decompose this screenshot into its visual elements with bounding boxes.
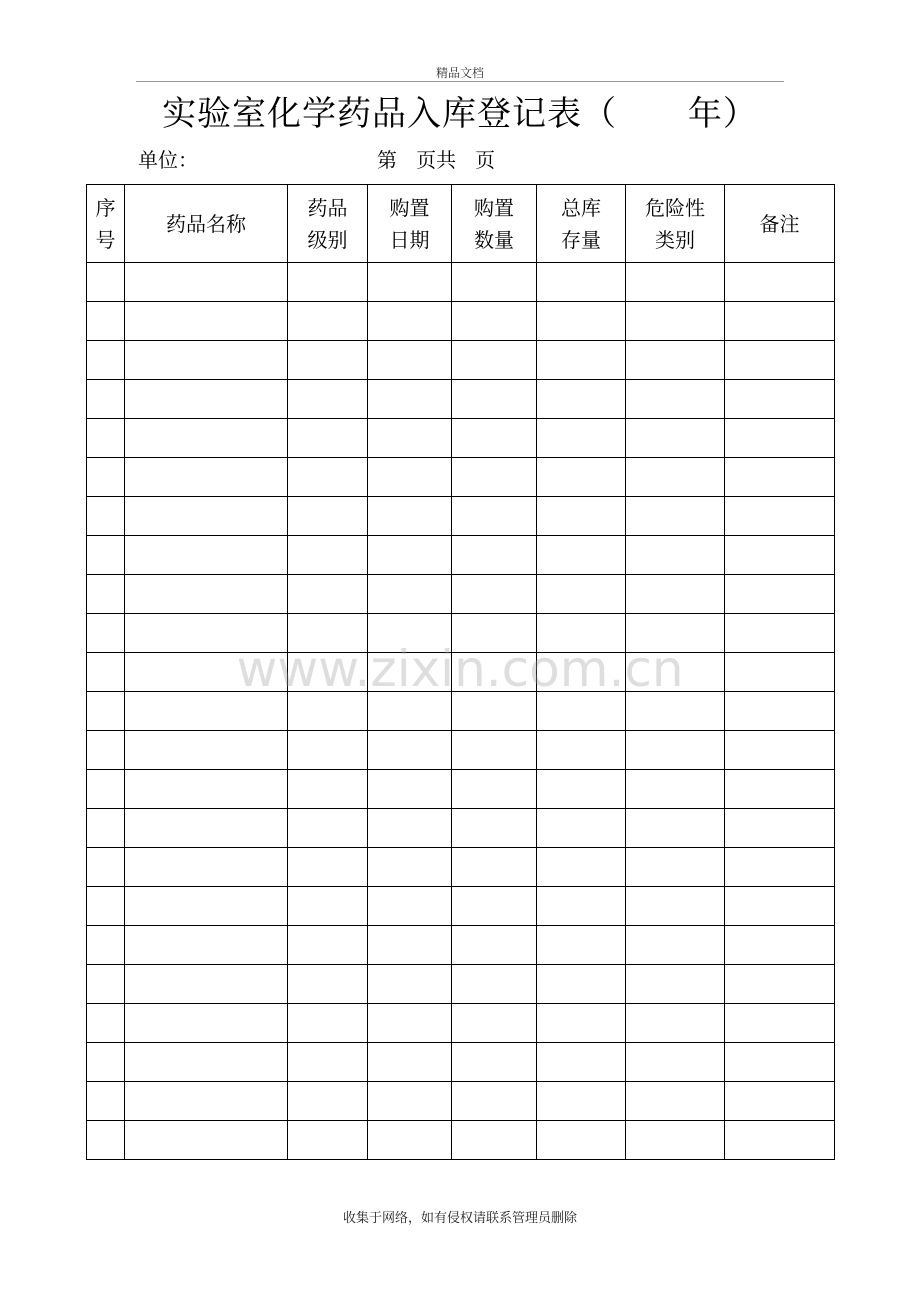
table-cell <box>537 536 626 575</box>
table-cell <box>626 458 725 497</box>
table-cell <box>626 497 725 536</box>
table-cell <box>452 653 537 692</box>
table-cell <box>125 926 288 965</box>
table-cell <box>626 380 725 419</box>
table-row <box>87 536 835 575</box>
table-row <box>87 1082 835 1121</box>
table-cell <box>125 302 288 341</box>
table-cell <box>725 1004 835 1043</box>
table-cell <box>288 614 368 653</box>
table-cell <box>288 419 368 458</box>
table-cell <box>452 926 537 965</box>
table-cell <box>125 575 288 614</box>
table-cell <box>368 770 452 809</box>
table-cell <box>452 614 537 653</box>
table-cell <box>125 653 288 692</box>
unit-label: 单位： <box>138 148 198 172</box>
table-cell <box>288 731 368 770</box>
table-cell <box>626 965 725 1004</box>
table-row <box>87 692 835 731</box>
header-line: 级别 <box>307 227 348 252</box>
table-cell <box>288 458 368 497</box>
table-cell <box>537 1004 626 1043</box>
table-cell <box>87 809 125 848</box>
table-cell <box>87 536 125 575</box>
table-cell <box>626 1082 725 1121</box>
table-cell <box>725 692 835 731</box>
table-cell <box>125 419 288 458</box>
table-cell <box>452 263 537 302</box>
header-rule <box>136 81 784 82</box>
register-body <box>87 263 835 1160</box>
table-cell <box>288 887 368 926</box>
header-line: 类别 <box>655 227 695 252</box>
header-line: 药品名称 <box>166 211 246 236</box>
table-cell <box>725 614 835 653</box>
table-cell <box>725 497 835 536</box>
table-cell <box>87 419 125 458</box>
table-cell <box>368 419 452 458</box>
header-line: 号 <box>95 227 116 252</box>
table-cell <box>537 263 626 302</box>
table-cell <box>452 497 537 536</box>
table-cell <box>125 380 288 419</box>
table-row <box>87 887 835 926</box>
table-cell <box>725 302 835 341</box>
table-cell <box>537 575 626 614</box>
table-cell <box>725 965 835 1004</box>
table-cell <box>626 848 725 887</box>
table-cell <box>288 380 368 419</box>
table-row <box>87 380 835 419</box>
table-cell <box>125 1082 288 1121</box>
table-cell <box>288 848 368 887</box>
table-cell <box>537 1043 626 1082</box>
table-row <box>87 458 835 497</box>
table-row <box>87 1121 835 1160</box>
table-cell <box>288 809 368 848</box>
table-cell <box>626 536 725 575</box>
table-cell <box>626 926 725 965</box>
table-cell <box>452 419 537 458</box>
table-cell <box>626 809 725 848</box>
column-header-drug-grade <box>288 185 368 263</box>
table-row <box>87 1004 835 1043</box>
table-cell <box>125 848 288 887</box>
table-cell <box>537 770 626 809</box>
table-cell <box>87 1121 125 1160</box>
table-cell <box>87 575 125 614</box>
table-cell <box>125 965 288 1004</box>
table-cell <box>288 692 368 731</box>
table-cell <box>87 341 125 380</box>
table-cell <box>288 770 368 809</box>
table-cell <box>125 1004 288 1043</box>
table-cell <box>452 1043 537 1082</box>
table-row <box>87 341 835 380</box>
table-cell <box>368 965 452 1004</box>
header-line: 数量 <box>474 227 514 252</box>
table-cell <box>87 614 125 653</box>
table-header-row <box>87 185 835 263</box>
table-cell <box>725 458 835 497</box>
table-cell <box>368 263 452 302</box>
table-cell <box>452 1121 537 1160</box>
table-cell <box>626 302 725 341</box>
table-cell <box>288 653 368 692</box>
table-cell <box>125 614 288 653</box>
table-cell <box>626 770 725 809</box>
table-cell <box>537 497 626 536</box>
table-cell <box>125 458 288 497</box>
table-cell <box>725 731 835 770</box>
table-cell <box>87 497 125 536</box>
table-cell <box>725 848 835 887</box>
table-cell <box>368 1121 452 1160</box>
table-cell <box>288 302 368 341</box>
table-cell <box>725 887 835 926</box>
table-cell <box>368 1043 452 1082</box>
table-cell <box>626 419 725 458</box>
table-cell <box>87 770 125 809</box>
table-cell <box>87 887 125 926</box>
table-cell <box>626 341 725 380</box>
table-cell <box>537 731 626 770</box>
table-cell <box>87 263 125 302</box>
table-row <box>87 809 835 848</box>
table-cell <box>368 497 452 536</box>
table-cell <box>537 614 626 653</box>
table-cell <box>725 263 835 302</box>
table-cell <box>452 458 537 497</box>
table-row <box>87 419 835 458</box>
page-number-label: 第 页共 页 <box>377 148 496 172</box>
table-cell <box>368 887 452 926</box>
table-cell <box>368 692 452 731</box>
table-cell <box>368 1004 452 1043</box>
table-cell <box>537 458 626 497</box>
header-line: 药品 <box>307 195 348 220</box>
table-cell <box>452 380 537 419</box>
table-cell <box>537 653 626 692</box>
table-cell <box>87 1004 125 1043</box>
column-header-purchase-date <box>368 185 452 263</box>
table-cell <box>725 380 835 419</box>
table-cell <box>725 809 835 848</box>
table-cell <box>125 497 288 536</box>
table-cell <box>626 614 725 653</box>
table-cell <box>626 1004 725 1043</box>
table-cell <box>368 575 452 614</box>
table-cell <box>87 926 125 965</box>
table-cell <box>368 809 452 848</box>
table-cell <box>537 965 626 1004</box>
table-cell <box>725 536 835 575</box>
table-cell <box>626 692 725 731</box>
table-row <box>87 302 835 341</box>
table-cell <box>125 770 288 809</box>
table-cell <box>125 887 288 926</box>
table-cell <box>537 692 626 731</box>
table-cell <box>368 848 452 887</box>
table-row <box>87 965 835 1004</box>
table-cell <box>125 1121 288 1160</box>
table-cell <box>368 653 452 692</box>
table-cell <box>452 341 537 380</box>
table-cell <box>626 1043 725 1082</box>
table-cell <box>125 263 288 302</box>
table-cell <box>725 419 835 458</box>
table-cell <box>537 887 626 926</box>
table-cell <box>368 380 452 419</box>
table-cell <box>452 302 537 341</box>
table-cell <box>125 692 288 731</box>
table-cell <box>537 380 626 419</box>
table-cell <box>368 536 452 575</box>
column-header-drug-name <box>125 185 288 263</box>
column-header-hazard-category <box>626 185 725 263</box>
header-line: 总库 <box>561 195 601 220</box>
header-line: 购置 <box>389 195 430 220</box>
table-cell <box>725 1043 835 1082</box>
table-cell <box>125 731 288 770</box>
table-cell <box>452 575 537 614</box>
header-label: 精品文档 <box>435 66 484 80</box>
table-row <box>87 497 835 536</box>
table-cell <box>452 1004 537 1043</box>
table-cell <box>537 1121 626 1160</box>
table-cell <box>626 653 725 692</box>
table-cell <box>125 1043 288 1082</box>
table-cell <box>288 965 368 1004</box>
table-cell <box>452 1082 537 1121</box>
table-row <box>87 1043 835 1082</box>
table-row <box>87 731 835 770</box>
table-row <box>87 926 835 965</box>
table-cell <box>537 419 626 458</box>
table-cell <box>125 809 288 848</box>
column-header-serial <box>87 185 125 263</box>
table-cell <box>725 575 835 614</box>
table-cell <box>87 1082 125 1121</box>
table-cell <box>288 1004 368 1043</box>
table-cell <box>537 809 626 848</box>
column-header-remarks <box>725 185 835 263</box>
table-cell <box>725 1082 835 1121</box>
table-cell <box>87 692 125 731</box>
table-cell <box>87 302 125 341</box>
table-cell <box>537 1082 626 1121</box>
table-cell <box>537 341 626 380</box>
table-cell <box>537 926 626 965</box>
form-title: 实验室化学药品入库登记表（ 年） <box>162 94 758 134</box>
table-cell <box>725 770 835 809</box>
table-cell <box>288 1082 368 1121</box>
table-cell <box>368 731 452 770</box>
watermark: www.zixin.com.cn <box>236 640 684 698</box>
table-cell <box>288 1121 368 1160</box>
table-cell <box>288 497 368 536</box>
table-cell <box>87 653 125 692</box>
table-cell <box>452 731 537 770</box>
table-cell <box>288 1043 368 1082</box>
table-cell <box>288 263 368 302</box>
footer-note: 收集于网络，如有侵权请联系管理员删除 <box>342 1211 577 1226</box>
table-cell <box>626 575 725 614</box>
table-cell <box>452 848 537 887</box>
table-cell <box>368 341 452 380</box>
table-cell <box>87 965 125 1004</box>
table-cell <box>537 302 626 341</box>
table-cell <box>452 887 537 926</box>
header-line: 存量 <box>561 227 601 252</box>
table-row <box>87 263 835 302</box>
table-cell <box>87 1043 125 1082</box>
table-cell <box>626 887 725 926</box>
table-cell <box>368 302 452 341</box>
column-header-total-stock <box>537 185 626 263</box>
header-line: 日期 <box>389 227 430 252</box>
table-row <box>87 653 835 692</box>
table-cell <box>368 458 452 497</box>
table-cell <box>725 926 835 965</box>
table-cell <box>288 575 368 614</box>
table-cell <box>537 848 626 887</box>
table-cell <box>368 614 452 653</box>
table-cell <box>125 341 288 380</box>
header-line: 购置 <box>474 195 514 220</box>
table-cell <box>87 458 125 497</box>
table-cell <box>452 809 537 848</box>
column-header-purchase-quantity <box>452 185 537 263</box>
table-cell <box>626 1121 725 1160</box>
table-cell <box>452 536 537 575</box>
table-cell <box>87 731 125 770</box>
table-cell <box>452 965 537 1004</box>
header-line: 危险性 <box>645 195 705 220</box>
table-cell <box>125 536 288 575</box>
table-row <box>87 575 835 614</box>
table-cell <box>452 770 537 809</box>
table-cell <box>368 1082 452 1121</box>
table-row <box>87 614 835 653</box>
table-cell <box>452 692 537 731</box>
header-line: 序 <box>95 195 116 220</box>
table-cell <box>288 536 368 575</box>
table-cell <box>725 653 835 692</box>
table-cell <box>725 1121 835 1160</box>
table-cell <box>87 848 125 887</box>
table-cell <box>626 263 725 302</box>
table-row <box>87 848 835 887</box>
table-cell <box>288 341 368 380</box>
table-cell <box>626 731 725 770</box>
table-cell <box>288 926 368 965</box>
register-table <box>86 184 835 1160</box>
table-cell <box>87 380 125 419</box>
table-row <box>87 770 835 809</box>
header-line: 备注 <box>759 211 800 236</box>
table-cell <box>368 926 452 965</box>
table-cell <box>725 341 835 380</box>
